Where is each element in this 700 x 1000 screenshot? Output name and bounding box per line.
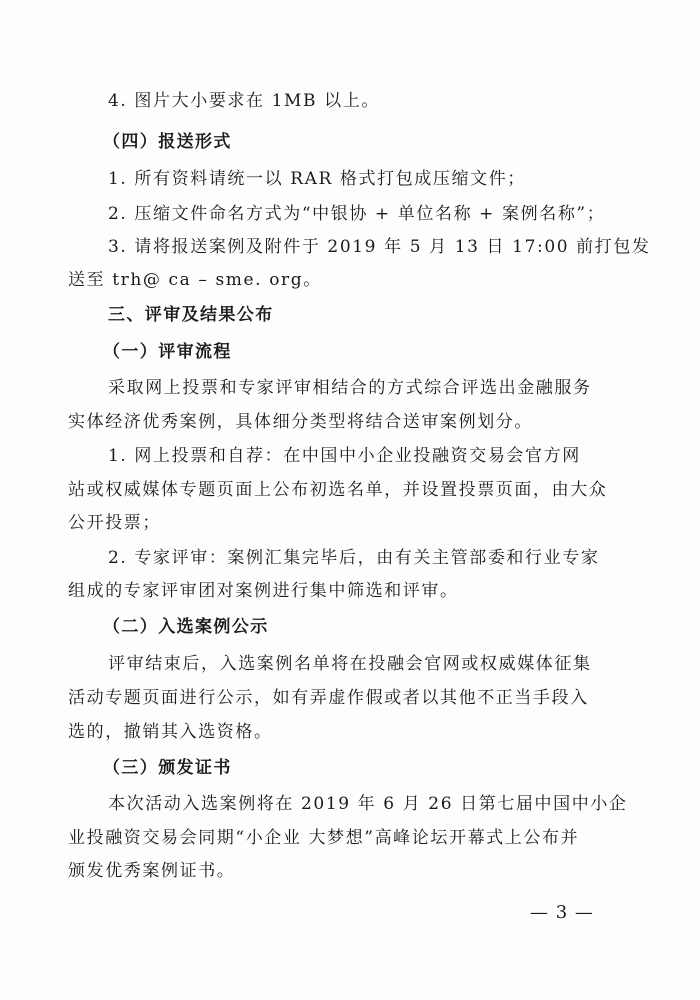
heading-case-announcement: （二）入选案例公示 xyxy=(103,617,269,637)
page-number: — 3 — xyxy=(530,902,594,923)
paragraph-certificates-line-3: 颁发优秀案例证书。 xyxy=(68,861,236,881)
paragraph-review-method: 采取网上投票和专家评审相结合的方式综合评选出金融服务 xyxy=(108,378,592,398)
item-expert-review: 2. 专家评审：案例汇集完毕后，由有关主管部委和行业专家 xyxy=(108,548,600,568)
heading-review-process: （一）评审流程 xyxy=(103,342,232,362)
item-deadline: 3. 请将报送案例及附件于 2019 年 5 月 13 日 17:00 前打包发 xyxy=(108,237,651,257)
item-rar-package: 1. 所有资料请统一以 RAR 格式打包成压缩文件； xyxy=(108,169,526,189)
paragraph-announcement-line-3: 选的，撤销其入选资格。 xyxy=(68,722,273,742)
item-expert-review-continued: 组成的专家评审团对案例进行集中筛选和评审。 xyxy=(68,581,459,601)
item-deadline-continued: 送至 trh@ ca – sme. org。 xyxy=(68,270,322,290)
paragraph-certificates: 本次活动入选案例将在 2019 年 6 月 26 日第七届中国中小企 xyxy=(108,794,628,814)
paragraph-announcement: 评审结束后，入选案例名单将在投融会官网或权威媒体征集 xyxy=(108,654,592,674)
item-file-naming: 2. 压缩文件命名方式为“中银协 + 单位名称 + 案例名称”； xyxy=(108,204,606,224)
item-online-voting-line-3: 公开投票； xyxy=(68,513,161,533)
item-online-voting-line-2: 站或权威媒体专题页面上公布初选名单，并设置投票页面，由大众 xyxy=(68,480,608,500)
item-image-size: 4. 图片大小要求在 1MB 以上。 xyxy=(108,91,380,111)
paragraph-review-method-continued: 实体经济优秀案例，具体细分类型将结合送审案例划分。 xyxy=(68,412,533,432)
heading-certificates: （三）颁发证书 xyxy=(103,758,232,778)
paragraph-announcement-line-2: 活动专题页面进行公示，如有弄虚作假或者以其他不正当手段入 xyxy=(68,688,589,708)
section-title-review: 三、评审及结果公布 xyxy=(108,305,274,325)
paragraph-certificates-line-2: 业投融资交易会同期“小企业 大梦想”高峰论坛开幕式上公布并 xyxy=(68,828,580,848)
item-online-voting: 1. 网上投票和自荐：在中国中小企业投融资交易会官方网 xyxy=(108,446,581,466)
heading-submission-format: （四）报送形式 xyxy=(103,132,232,152)
